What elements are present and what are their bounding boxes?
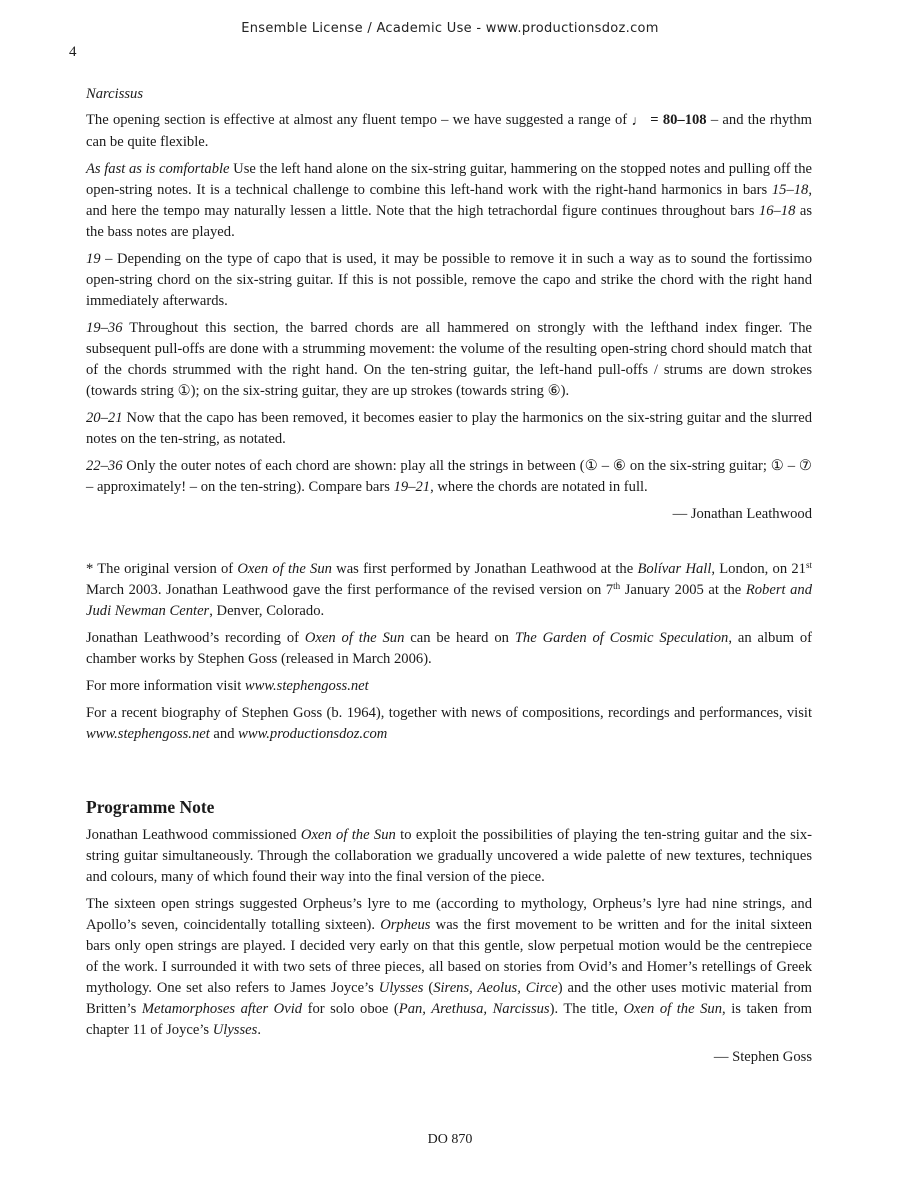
narcissus-tempo-paragraph — [86, 110, 812, 153]
text: – Depending on the type of capo that is used, it may be possible to remove it in such a way as to sound the fortissimo open-string chord on the six-string guitar. If this is not possible, remove the capo and strike the chord with the right hand immediately afterwards. — [86, 251, 812, 309]
narcissus-signature: — Jonathan Leathwood — [672, 506, 812, 522]
narcissus-bar22-36-paragraph — [86, 456, 812, 498]
bar-ref: 22–36 — [86, 458, 123, 474]
text: March 2003. Jonathan Leathwood gave the first performance of the revised version on 7 — [86, 582, 614, 598]
footnote-more-info — [86, 676, 812, 697]
bar-ref: 20–21 — [86, 410, 123, 426]
movement-title: Orpheus — [380, 917, 431, 933]
narcissus-fast-paragraph — [86, 159, 812, 243]
narcissus-title: Narcissus — [86, 86, 144, 102]
website-link[interactable]: www.stephengoss.net — [86, 726, 210, 742]
text: ( — [423, 980, 434, 996]
text: For more information visit — [86, 678, 245, 694]
text: , London, on 21 — [711, 561, 806, 577]
text: , Denver, Colorado. — [209, 603, 325, 619]
bar-ref: 19 — [86, 251, 101, 267]
programme-paragraph-1 — [86, 825, 812, 888]
text: January 2005 at the — [620, 582, 746, 598]
text: Now that the capo has been removed, it becomes easier to play the harmonics on the six-string guitar and the slurred notes on the ten-string, as notated. — [86, 410, 812, 447]
venue: Robert and Judi Newman Center — [86, 582, 812, 619]
license-header: Ensemble License / Academic Use - www.productionsdoz.com — [241, 21, 659, 36]
text: , and here the tempo may naturally lessen a little. Note that the high tetrachordal figure continues throughout bars — [86, 182, 812, 219]
catalogue-code: DO 870 — [427, 1132, 473, 1147]
text: Use the left hand alone on the six-string guitar, hammering on the stopped notes and pulling off the open-string notes. It is a technical challenge to combine this left-hand work with the right-hand harmonics in bars — [86, 161, 812, 198]
quarter-note-icon: ♩ — [631, 114, 646, 129]
ordinal: st — [805, 560, 812, 570]
book-title: Ulysses — [378, 980, 424, 996]
text: . — [257, 1022, 261, 1038]
bar-ref: 15–18 — [771, 182, 809, 198]
text: , is taken from chapter 11 of Joyce’s — [86, 1001, 812, 1038]
text: to exploit the possibilities of playing the ten-string guitar and the six-string guitar simultaneously. Through the collaboration we gradually uncovered a wide palette of new textures, techniques and colours, many of which found their way into the final version of the piece. — [86, 827, 813, 885]
footnote-biography — [86, 703, 812, 745]
programme-paragraph-2 — [86, 894, 812, 1041]
text: The opening section is effective at almost any fluent tempo – we have suggested a range of — [86, 112, 632, 128]
website-link[interactable]: www.stephengoss.net — [244, 678, 369, 694]
text: The sixteen open strings suggested Orpheus’s lyre to me (according to mythology, Orpheus’s lyre had nine strings, and Apollo’s seven, coincidentally totalling sixteen). — [86, 896, 812, 933]
tempo-range: = 80–108 — [646, 112, 707, 128]
page-content — [86, 84, 812, 1074]
text: can be heard on — [404, 630, 515, 646]
narcissus-bar20-21-paragraph — [86, 408, 812, 450]
text: for solo oboe ( — [302, 1001, 399, 1017]
text: , where the chords are notated in full. — [430, 479, 648, 495]
tempo-marking: As fast as is comfortable — [86, 161, 230, 177]
work-title: Oxen of the Sun — [300, 827, 396, 843]
footnote-recording — [86, 628, 812, 670]
bar-ref: 16–18 — [758, 203, 796, 219]
work-title: Oxen of the Sun — [237, 561, 332, 577]
text: was the first movement to be written and for the inital sixteen bars only open strings are played. I decided very early on that this gentle, slow perpetual motion would be the centrepiece of the work. I surrounded it with two sets of three pieces, all based on stories from Ovid’s and Homer’s retellings of Greek mythology. One set also refers to James Joyce’s — [86, 917, 812, 996]
work-title: Metamorphoses after Ovid — [141, 1001, 303, 1017]
narcissus-bar19-36-paragraph — [86, 318, 812, 402]
page-number: 4 — [69, 44, 77, 60]
bar-ref: 19–21 — [393, 479, 431, 495]
book-title: Ulysses — [212, 1022, 258, 1038]
text: – and the rhythm can be quite flexible. — [86, 112, 812, 150]
text: was first performed by Jonathan Leathwood at the — [331, 561, 638, 577]
text: ) and the other uses motivic material from Britten’s — [86, 980, 812, 1017]
spacer — [86, 531, 812, 559]
narcissus-bar19-paragraph — [86, 249, 812, 312]
spacer — [86, 751, 812, 797]
text: For a recent biography of Stephen Goss (b. 1964), together with news of compositions, recordings and performances, visit — [86, 705, 812, 721]
text: Throughout this section, the barred chords are all hammered on strongly with the lefthand index finger. The subsequent pull-offs are done with a strumming movement: the volume of the resulting open-string chord should match that of the chords strummed with the right hand. On the ten-string guitar, the left-hand pull-offs / strums are down strokes (towards string ①); on the six-string guitar, they are up strokes (towards string ⑥). — [86, 320, 812, 399]
work-title: Oxen of the Sun — [304, 630, 405, 646]
text: as the bass notes are played. — [86, 203, 812, 240]
programme-signature: — Stephen Goss — [713, 1049, 812, 1065]
ordinal: th — [613, 581, 621, 591]
website-link[interactable]: www.productionsdoz.com — [238, 726, 388, 742]
text: * The original version of — [86, 561, 238, 577]
text: Only the outer notes of each chord are shown: play all the strings in between (① – ⑥ on the six-string guitar; ① – ⑦ – approximately! – on the ten-string). Compare bars — [86, 458, 812, 495]
footnote-premiere — [86, 559, 812, 622]
bar-ref: 19–36 — [86, 320, 123, 336]
text: Jonathan Leathwood’s recording of — [86, 630, 305, 646]
movement-titles: Sirens, Aeolus, Circe — [433, 980, 558, 996]
album-title: The Garden of Cosmic Speculation — [514, 630, 729, 646]
text: Jonathan Leathwood commissioned — [86, 827, 301, 843]
text: , an album of chamber works by Stephen Goss (released in March 2006). — [86, 630, 813, 667]
work-title: Oxen of the Sun — [623, 1001, 722, 1017]
text: and — [209, 726, 239, 742]
venue: Bolívar Hall — [637, 561, 712, 577]
movement-titles: Pan, Arethusa, Narcissus — [398, 1001, 550, 1017]
text: ). The title, — [549, 1001, 624, 1017]
programme-note-heading: Programme Note — [86, 797, 215, 817]
